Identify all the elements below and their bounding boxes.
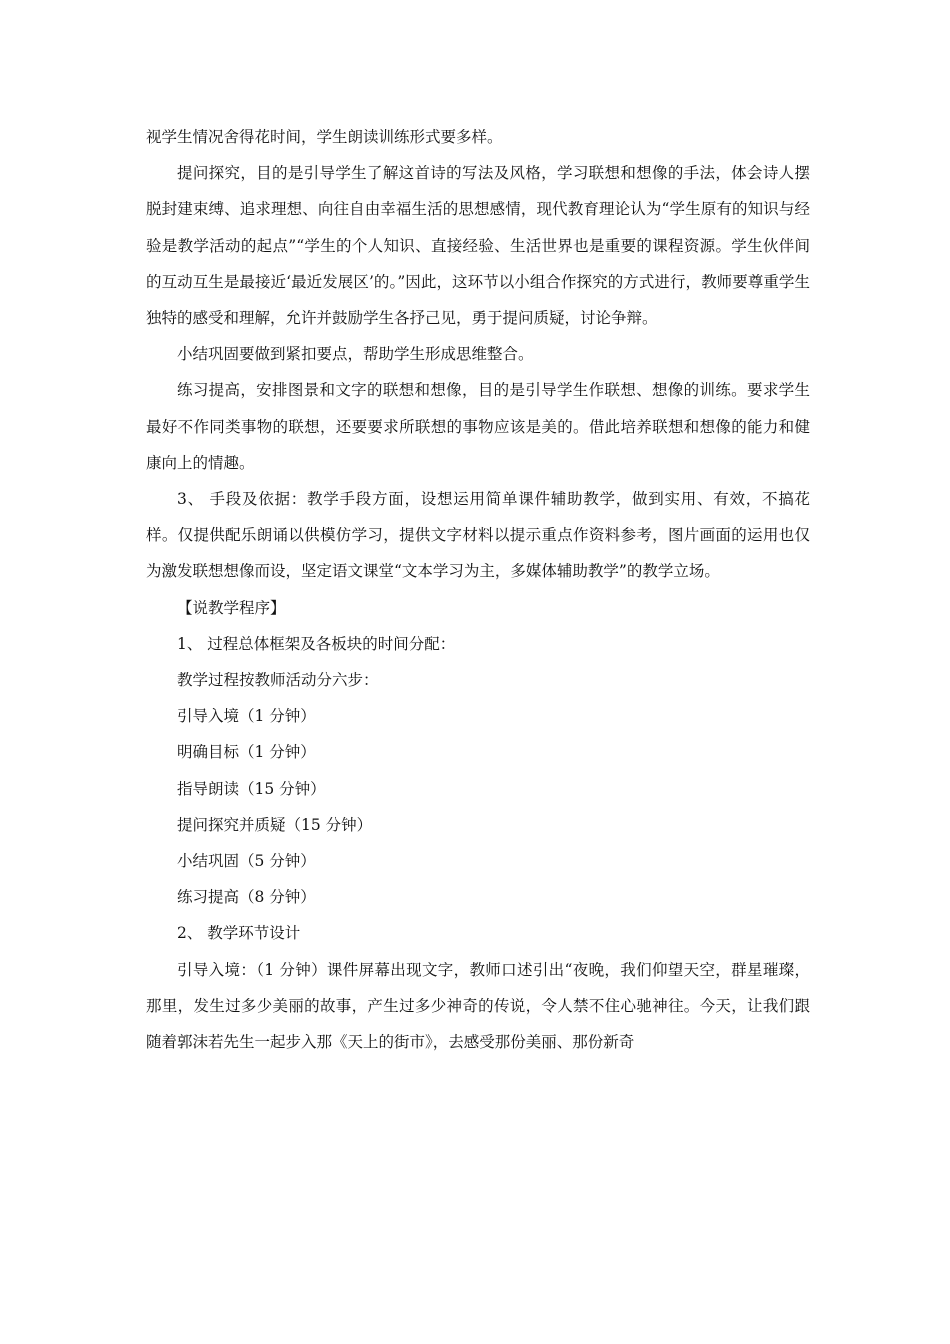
paragraph-continuation: 视学生情况舍得花时间，学生朗读训练形式要多样。: [146, 128, 503, 146]
step-item: 明确目标（1 分钟）: [177, 743, 316, 762]
item-1-heading: 1、 过程总体框架及各板块的时间分配：: [177, 634, 456, 653]
step-item: 练习提高（8 分钟）: [177, 888, 316, 907]
paragraph-means: 3、 手段及依据：教学手段方面，设想运用简单课件辅助教学，做到实用、有效，不搞花样。仅提供配乐朗诵以供模仿学习，提供文字材料以提示重点作资料参考，图片画面的运用也仅为激发联想想像而设，坚定语文课堂“文本学习为主，多媒体辅助教学”的教学立场。: [146, 490, 810, 581]
paragraph-practice: 练习提高，安排图景和文字的联想和想像，目的是引导学生作联想、想像的训练。要求学生最好不作同类事物的联想，还要要求所联想的事物应该是美的。借此培养联想和想像的能力和健康向上的情趣。: [146, 381, 810, 472]
steps-intro: 教学过程按教师活动分六步：: [177, 671, 379, 690]
document-body: [146, 119, 810, 1060]
paragraph-summary: 小结巩固要做到紧扣要点，帮助学生形成思维整合。: [177, 345, 534, 364]
step-item: 小结巩固（5 分钟）: [177, 852, 316, 871]
paragraph-lead-in: 引导入境：（1 分钟）课件屏幕出现文字，教师口述引出“夜晚，我们仰望天空，群星璀璨，那里，发生过多少美丽的故事，产生过多少神奇的传说，令人禁不住心驰神往。今天，让我们跟随着郭沫若先生一起步入那《天上的街市》，去感受那份美丽、那份新奇: [146, 960, 810, 1052]
step-item: 引导入境（1 分钟）: [177, 707, 316, 726]
section-heading: 【说教学程序】: [177, 598, 286, 617]
paragraph-inquiry: 提问探究，目的是引导学生了解这首诗的写法及风格，学习联想和想像的手法，体会诗人摆脱封建束缚、追求理想、向往自由幸福生活的思想感情，现代教育理论认为“学生原有的知识与经验是教学活动的起点”“学生的个人知识、直接经验、生活世界也是重要的课程资源。学生伙伴间的互动互生是最接近‘最近发展区’的。”因此，这环节以小组合作探究的方式进行，教师要尊重学生独特的感受和理解，允许并鼓励学生各抒己见，勇于提问质疑，讨论争辩。: [146, 164, 810, 328]
item-2-heading: 2、 教学环节设计: [177, 924, 301, 943]
step-item: 提问探究并质疑（15 分钟）: [177, 815, 373, 834]
step-item: 指导朗读（15 分钟）: [177, 779, 326, 798]
